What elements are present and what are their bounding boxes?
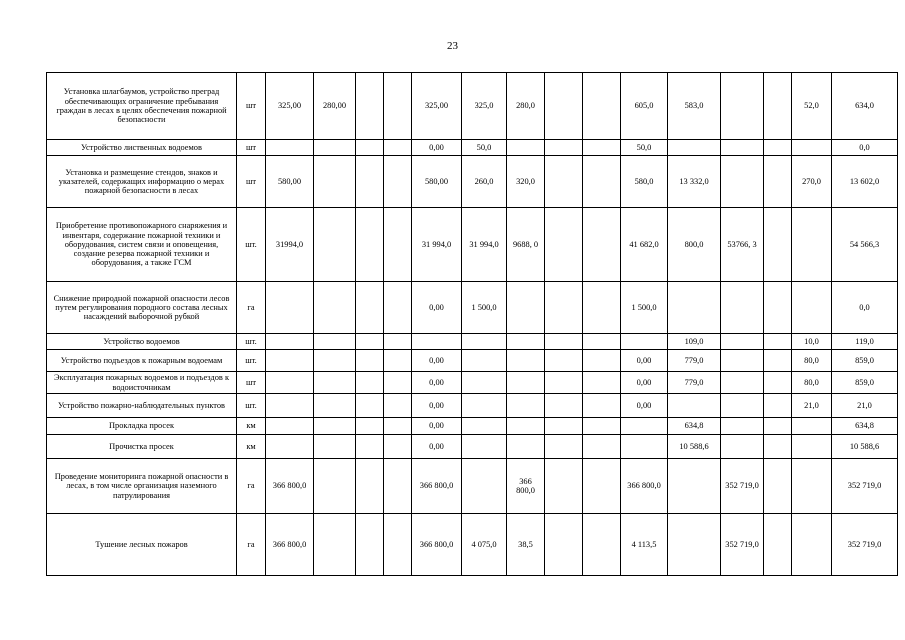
value-cell	[507, 435, 545, 459]
value-cell	[721, 435, 764, 459]
table-row	[47, 156, 898, 208]
value-cell	[764, 156, 792, 208]
value-cell: 31 994,0	[412, 208, 462, 282]
value-cell	[356, 394, 384, 418]
value-cell: 634,8	[668, 418, 721, 435]
value-cell	[721, 418, 764, 435]
value-cell	[545, 394, 583, 418]
value-cell	[764, 459, 792, 514]
value-cell: 280,0	[507, 73, 545, 140]
value-cell	[507, 350, 545, 372]
value-cell: 0,00	[412, 435, 462, 459]
value-cell: 583,0	[668, 73, 721, 140]
value-cell: 0,0	[832, 140, 898, 156]
table-row	[47, 208, 898, 282]
value-cell	[384, 459, 412, 514]
value-cell	[545, 514, 583, 576]
value-cell	[462, 334, 507, 350]
row-unit: шт	[237, 140, 266, 156]
row-name: Прочистка просек	[47, 435, 237, 459]
value-cell	[266, 350, 314, 372]
table-row	[47, 372, 898, 394]
value-cell	[764, 282, 792, 334]
value-cell	[507, 282, 545, 334]
value-cell: 10,0	[792, 334, 832, 350]
value-cell	[314, 435, 356, 459]
value-cell	[621, 418, 668, 435]
value-cell: 31 994,0	[462, 208, 507, 282]
value-cell: 13 332,0	[668, 156, 721, 208]
value-cell: 4 075,0	[462, 514, 507, 576]
row-unit: шт	[237, 73, 266, 140]
value-cell	[583, 514, 621, 576]
value-cell	[721, 372, 764, 394]
value-cell: 352 719,0	[832, 459, 898, 514]
value-cell: 119,0	[832, 334, 898, 350]
value-cell	[384, 350, 412, 372]
value-cell	[507, 418, 545, 435]
table-row	[47, 435, 898, 459]
row-unit: шт.	[237, 394, 266, 418]
value-cell	[583, 372, 621, 394]
value-cell	[583, 350, 621, 372]
value-cell	[384, 394, 412, 418]
value-cell: 366 800,0	[412, 459, 462, 514]
table-row	[47, 350, 898, 372]
value-cell: 54 566,3	[832, 208, 898, 282]
value-cell: 50,0	[462, 140, 507, 156]
value-cell: 4 113,5	[621, 514, 668, 576]
value-cell: 859,0	[832, 350, 898, 372]
value-cell	[764, 514, 792, 576]
value-cell: 1 500,0	[621, 282, 668, 334]
value-cell	[545, 73, 583, 140]
value-cell	[356, 334, 384, 350]
value-cell: 800,0	[668, 208, 721, 282]
value-cell	[792, 282, 832, 334]
value-cell	[314, 394, 356, 418]
value-cell	[545, 459, 583, 514]
value-cell	[583, 418, 621, 435]
value-cell	[356, 140, 384, 156]
table-row	[47, 418, 898, 435]
value-cell	[356, 372, 384, 394]
value-cell	[792, 435, 832, 459]
value-cell	[314, 372, 356, 394]
value-cell	[721, 394, 764, 418]
value-cell	[764, 435, 792, 459]
value-cell	[384, 73, 412, 140]
value-cell	[583, 282, 621, 334]
value-cell	[792, 418, 832, 435]
row-name: Эксплуатация пожарных водоемов и подъездов к водоисточникам	[47, 372, 237, 394]
value-cell	[668, 282, 721, 334]
value-cell	[545, 208, 583, 282]
value-cell	[462, 435, 507, 459]
value-cell	[356, 435, 384, 459]
value-cell	[792, 459, 832, 514]
row-name: Снижение природной пожарной опасности лесов путем регулирования породного состава лесных насаждений выборочной рубкой	[47, 282, 237, 334]
value-cell	[583, 208, 621, 282]
value-cell	[266, 372, 314, 394]
value-cell	[314, 459, 356, 514]
value-cell: 0,0	[832, 282, 898, 334]
value-cell	[266, 334, 314, 350]
value-cell	[792, 208, 832, 282]
value-cell	[356, 156, 384, 208]
row-unit: шт.	[237, 208, 266, 282]
value-cell: 0,00	[621, 350, 668, 372]
row-unit: га	[237, 459, 266, 514]
value-cell	[721, 350, 764, 372]
value-cell	[384, 418, 412, 435]
value-cell	[314, 156, 356, 208]
value-cell	[545, 418, 583, 435]
value-cell: 50,0	[621, 140, 668, 156]
value-cell: 1 500,0	[462, 282, 507, 334]
value-cell	[721, 282, 764, 334]
row-unit: га	[237, 282, 266, 334]
value-cell	[668, 459, 721, 514]
table-row	[47, 73, 898, 140]
row-name: Устройство пожарно-наблюдательных пунктов	[47, 394, 237, 418]
value-cell	[764, 372, 792, 394]
value-cell: 580,00	[266, 156, 314, 208]
value-cell: 9688, 0	[507, 208, 545, 282]
row-name: Устройство подъездов к пожарным водоемам	[47, 350, 237, 372]
value-cell	[266, 418, 314, 435]
value-cell: 41 682,0	[621, 208, 668, 282]
value-cell	[266, 394, 314, 418]
value-cell: 580,0	[621, 156, 668, 208]
value-cell	[356, 418, 384, 435]
value-cell	[356, 350, 384, 372]
value-cell	[266, 282, 314, 334]
value-cell: 260,0	[462, 156, 507, 208]
value-cell	[764, 208, 792, 282]
value-cell: 366 800,0	[507, 459, 545, 514]
value-cell: 80,0	[792, 372, 832, 394]
value-cell: 0,00	[412, 282, 462, 334]
value-cell	[507, 394, 545, 418]
value-cell	[462, 459, 507, 514]
value-cell	[462, 350, 507, 372]
value-cell	[764, 140, 792, 156]
value-cell: 605,0	[621, 73, 668, 140]
value-cell	[792, 140, 832, 156]
value-cell	[545, 334, 583, 350]
value-cell: 580,00	[412, 156, 462, 208]
value-cell: 0,00	[621, 394, 668, 418]
row-name: Установка шлагбаумов, устройство преград обеспечивающих ограничение пребывания граждан в лесах в целях обеспечения пожарной безопасности	[47, 73, 237, 140]
value-cell: 53766, 3	[721, 208, 764, 282]
value-cell	[384, 514, 412, 576]
value-cell: 10 588,6	[668, 435, 721, 459]
value-cell: 13 602,0	[832, 156, 898, 208]
value-cell	[721, 334, 764, 350]
row-unit: шт	[237, 372, 266, 394]
value-cell: 779,0	[668, 350, 721, 372]
value-cell	[314, 282, 356, 334]
row-name: Приобретение противопожарного снаряжения и инвентаря, содержание пожарной техники и оборудования, систем связи и оповещения, создание резерва пожарной техники и оборудования, а также ГСМ	[47, 208, 237, 282]
value-cell: 352 719,0	[721, 459, 764, 514]
value-cell	[314, 350, 356, 372]
value-cell: 366 800,0	[266, 459, 314, 514]
row-name: Устройство лиственных водоемов	[47, 140, 237, 156]
value-cell	[314, 334, 356, 350]
value-cell: 366 800,0	[621, 459, 668, 514]
value-cell	[356, 73, 384, 140]
value-cell	[266, 435, 314, 459]
row-unit: км	[237, 418, 266, 435]
value-cell: 320,0	[507, 156, 545, 208]
value-cell	[668, 394, 721, 418]
row-unit: шт.	[237, 350, 266, 372]
value-cell	[792, 514, 832, 576]
table-row	[47, 140, 898, 156]
value-cell	[356, 282, 384, 334]
value-cell: 325,00	[412, 73, 462, 140]
value-cell	[314, 208, 356, 282]
value-cell	[764, 350, 792, 372]
value-cell: 38,5	[507, 514, 545, 576]
table-row	[47, 514, 898, 576]
value-cell: 0,00	[412, 350, 462, 372]
value-cell: 80,0	[792, 350, 832, 372]
value-cell	[412, 334, 462, 350]
table-row	[47, 282, 898, 334]
value-cell	[507, 334, 545, 350]
value-cell	[384, 140, 412, 156]
value-cell: 10 588,6	[832, 435, 898, 459]
value-cell	[462, 418, 507, 435]
row-name: Проведение мониторинга пожарной опасности в лесах, в том числе организация наземного патрулирования	[47, 459, 237, 514]
value-cell	[621, 334, 668, 350]
value-cell	[384, 282, 412, 334]
budget-table	[46, 72, 898, 576]
value-cell	[545, 435, 583, 459]
value-cell: 634,0	[832, 73, 898, 140]
value-cell	[462, 394, 507, 418]
value-cell	[356, 459, 384, 514]
value-cell: 0,00	[412, 372, 462, 394]
value-cell	[668, 514, 721, 576]
value-cell: 21,0	[832, 394, 898, 418]
value-cell	[507, 140, 545, 156]
row-unit: га	[237, 514, 266, 576]
value-cell: 352 719,0	[721, 514, 764, 576]
value-cell	[545, 350, 583, 372]
value-cell: 52,0	[792, 73, 832, 140]
page-number: 23	[447, 40, 458, 52]
value-cell	[621, 435, 668, 459]
value-cell	[545, 156, 583, 208]
value-cell: 21,0	[792, 394, 832, 418]
value-cell	[583, 140, 621, 156]
value-cell: 779,0	[668, 372, 721, 394]
value-cell: 0,00	[621, 372, 668, 394]
value-cell: 280,00	[314, 73, 356, 140]
value-cell	[583, 156, 621, 208]
row-unit: шт.	[237, 334, 266, 350]
value-cell	[721, 73, 764, 140]
value-cell: 366 800,0	[412, 514, 462, 576]
value-cell: 634,8	[832, 418, 898, 435]
value-cell	[462, 372, 507, 394]
value-cell	[384, 334, 412, 350]
value-cell: 0,00	[412, 394, 462, 418]
value-cell	[314, 514, 356, 576]
value-cell	[384, 435, 412, 459]
row-unit: км	[237, 435, 266, 459]
value-cell: 366 800,0	[266, 514, 314, 576]
value-cell	[764, 73, 792, 140]
value-cell: 270,0	[792, 156, 832, 208]
value-cell: 325,0	[462, 73, 507, 140]
value-cell	[356, 514, 384, 576]
value-cell: 109,0	[668, 334, 721, 350]
row-name: Прокладка просек	[47, 418, 237, 435]
value-cell	[764, 418, 792, 435]
value-cell: 31994,0	[266, 208, 314, 282]
value-cell	[668, 140, 721, 156]
value-cell: 0,00	[412, 140, 462, 156]
value-cell	[545, 140, 583, 156]
value-cell	[764, 394, 792, 418]
value-cell	[507, 372, 545, 394]
value-cell	[583, 459, 621, 514]
value-cell	[583, 394, 621, 418]
value-cell	[384, 372, 412, 394]
row-name: Тушение лесных пожаров	[47, 514, 237, 576]
value-cell	[384, 156, 412, 208]
row-name: Устройство водоемов	[47, 334, 237, 350]
value-cell	[721, 140, 764, 156]
value-cell	[545, 372, 583, 394]
table-row	[47, 394, 898, 418]
row-unit: шт	[237, 156, 266, 208]
value-cell	[314, 140, 356, 156]
value-cell	[764, 334, 792, 350]
value-cell	[583, 73, 621, 140]
value-cell	[545, 282, 583, 334]
value-cell	[266, 140, 314, 156]
row-name: Установка и размещение стендов, знаков и указателей, содержащих информацию о мерах пожарной безопасности в лесах	[47, 156, 237, 208]
value-cell: 352 719,0	[832, 514, 898, 576]
value-cell	[384, 208, 412, 282]
table-row	[47, 459, 898, 514]
value-cell	[356, 208, 384, 282]
value-cell	[583, 435, 621, 459]
value-cell	[314, 418, 356, 435]
value-cell	[583, 334, 621, 350]
value-cell: 325,00	[266, 73, 314, 140]
value-cell	[721, 156, 764, 208]
value-cell: 0,00	[412, 418, 462, 435]
value-cell: 859,0	[832, 372, 898, 394]
table-row	[47, 334, 898, 350]
